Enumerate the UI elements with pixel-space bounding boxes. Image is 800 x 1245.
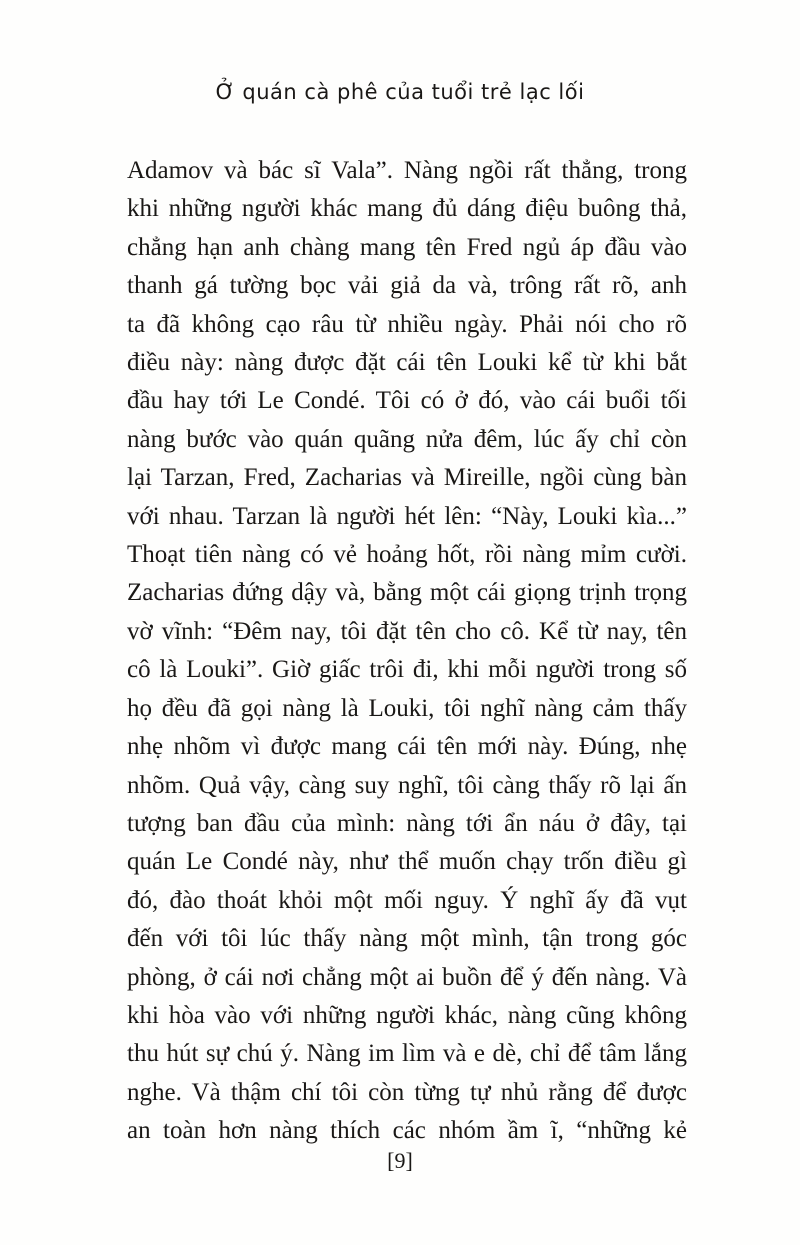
running-header-title: Ở quán cà phê của tuổi trẻ lạc lối — [215, 80, 585, 104]
text-line: vờ vĩnh: “Đêm nay, tôi đặt tên cho cô. Kể từ nay, tên — [127, 617, 687, 645]
text-line: tượng ban đầu của mình: nàng tới ẩn náu ở đây, tại — [127, 809, 687, 837]
text-line: chẳng hạn anh chàng mang tên Fred ngủ áp đầu vào — [127, 233, 687, 261]
text-line: đầu hay tới Le Condé. Tôi có ở đó, vào cái buổi tối — [127, 387, 687, 415]
text-line: an toàn hơn nàng thích các nhóm ầm ĩ, “những kẻ — [127, 1117, 687, 1145]
text-line: phòng, ở cái nơi chẳng một ai buồn để ý đến nàng. Và — [127, 963, 687, 991]
text-line: họ đều đã gọi nàng là Louki, tôi nghĩ nàng cảm thấy — [127, 694, 687, 722]
text-line: cô là Louki”. Giờ giấc trôi đi, khi mỗi người trong số — [127, 656, 687, 684]
text-line: với nhau. Tarzan là người hét lên: “Này, Louki kìa...” — [127, 502, 687, 530]
text-line: khi những người khác mang đủ dáng điệu buông thả, — [127, 195, 687, 223]
text-line: lại Tarzan, Fred, Zacharias và Mireille, ngồi cùng bàn — [127, 464, 687, 492]
text-line: Thoạt tiên nàng có vẻ hoảng hốt, rồi nàng mỉm cười. — [127, 541, 687, 569]
text-line: quán Le Condé này, như thể muốn chạy trốn điều gì — [127, 848, 687, 876]
text-line: đến với tôi lúc thấy nàng một mình, tận trong góc — [127, 925, 687, 953]
text-line: Zacharias đứng dậy và, bằng một cái giọng trịnh trọng — [127, 579, 687, 607]
text-line: khi hòa vào với những người khác, nàng cũng không — [127, 1001, 687, 1029]
text-line: điều này: nàng được đặt cái tên Louki kể từ khi bắt — [127, 349, 687, 377]
text-line: đó, đào thoát khỏi một mối nguy. Ý nghĩ ấy đã vụt — [127, 886, 687, 914]
text-line: thanh gá tường bọc vải giả da và, trông rất rõ, anh — [127, 272, 687, 300]
page-number: [9] — [387, 1148, 413, 1173]
text-line: nhẹ nhõm vì được mang cái tên mới này. Đúng, nhẹ — [127, 733, 687, 761]
text-line: nghe. Và thậm chí tôi còn từng tự nhủ rằng để được — [127, 1078, 687, 1106]
text-line: Adamov và bác sĩ Vala”. Nàng ngồi rất thẳng, trong — [127, 157, 687, 184]
text-line: nàng bước vào quán quãng nửa đêm, lúc ấy chỉ còn — [127, 425, 687, 453]
body-text — [127, 152, 687, 1151]
text-line: thu hút sự chú ý. Nàng im lìm và e dè, chỉ để tâm lắng — [127, 1040, 687, 1068]
text-line: ta đã không cạo râu từ nhiều ngày. Phải nói cho rõ — [127, 310, 687, 338]
text-line: nhõm. Quả vậy, càng suy nghĩ, tôi càng thấy rõ lại ấn — [127, 771, 687, 799]
